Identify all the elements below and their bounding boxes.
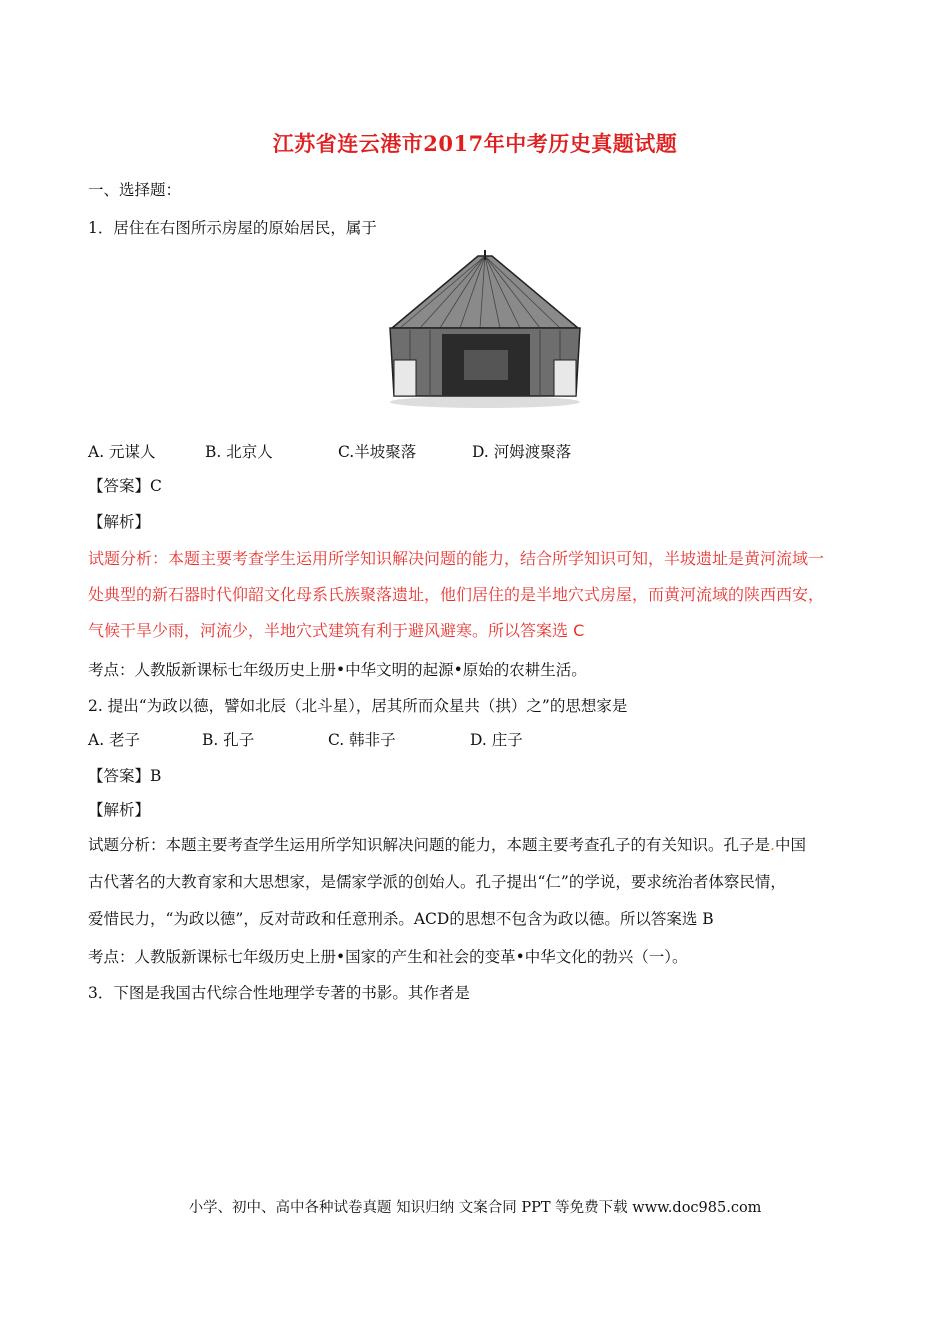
option-b[interactable]: B. 北京人 [205, 443, 273, 461]
question-1-kaodian: 考点：人教版新课标七年级历史上册•中华文明的起源•原始的农耕生活。 [88, 661, 587, 679]
section-heading: 一、选择题： [88, 181, 182, 199]
question-2-analysis-line: 爱惜民力，“为政以德”，反对苛政和任意刑杀。ACD的思想不包含为政以德。所以答案选 B [88, 910, 714, 928]
analysis-text: 试题分析：本题主要考查学生运用所学知识解决问题的能力，本题主要考查孔子的有关知识。孔子是 [88, 836, 771, 854]
question-3-stem: 3．下图是我国古代综合性地理学专著的书影。其作者是 [88, 984, 470, 1002]
page-footer: 小学、初中、高中各种试卷真题 知识归纳 文案合同 PPT 等免费下载 www.doc985.com [188, 1200, 762, 1216]
option-c[interactable]: C.半坡聚落 [338, 443, 417, 461]
option-d[interactable]: D. 河姆渡聚落 [472, 443, 572, 461]
question-2-stem: 2. 提出“为政以德，譬如北辰（北斗星），居其所而众星共（拱）之”的思想家是 [88, 697, 628, 715]
question-2-kaodian: 考点：人教版新课标七年级历史上册•国家的产生和社会的变革•中华文化的勃兴（一）。 [88, 948, 688, 966]
hut-illustration [380, 250, 590, 410]
question-1-answer: 【答案】C [88, 477, 162, 495]
question-1-analysis-heading: 【解析】 [88, 513, 151, 531]
analysis-text: 中国 [774, 836, 806, 854]
option-b[interactable]: B. 孔子 [202, 731, 255, 749]
question-1-stem: 1．居住在右图所示房屋的原始居民，属于 [88, 219, 377, 237]
option-a[interactable]: A. 老子 [88, 731, 141, 749]
page-title: 江苏省连云港市2017年中考历史真题试题 [272, 131, 678, 156]
question-2-analysis-heading: 【解析】 [88, 801, 151, 819]
option-a[interactable]: A. 元谋人 [88, 443, 156, 461]
stray-dot: . [770, 836, 775, 854]
question-1-analysis-line: 处典型的新石器时代仰韶文化母系氏族聚落遗址，他们居住的是半地穴式房屋，而黄河流域的陕西西安， [88, 585, 825, 604]
question-2-analysis-line [88, 833, 806, 855]
question-2-answer: 【答案】B [88, 767, 162, 785]
question-1-analysis-line: 气候干旱少雨，河流少，半地穴式建筑有利于避风避寒。所以答案选 C [88, 621, 585, 640]
option-c[interactable]: C. 韩非子 [328, 731, 396, 749]
question-2-options [88, 728, 523, 750]
question-1-analysis-line: 试题分析：本题主要考查学生运用所学知识解决问题的能力，结合所学知识可知，半坡遗址是黄河流域一 [88, 549, 825, 568]
question-1-options [88, 440, 571, 462]
question-2-analysis-line: 古代著名的大教育家和大思想家，是儒家学派的创始人。孔子提出“仁”的学说，要求统治者体察民情， [88, 873, 786, 891]
option-d[interactable]: D. 庄子 [470, 731, 523, 749]
